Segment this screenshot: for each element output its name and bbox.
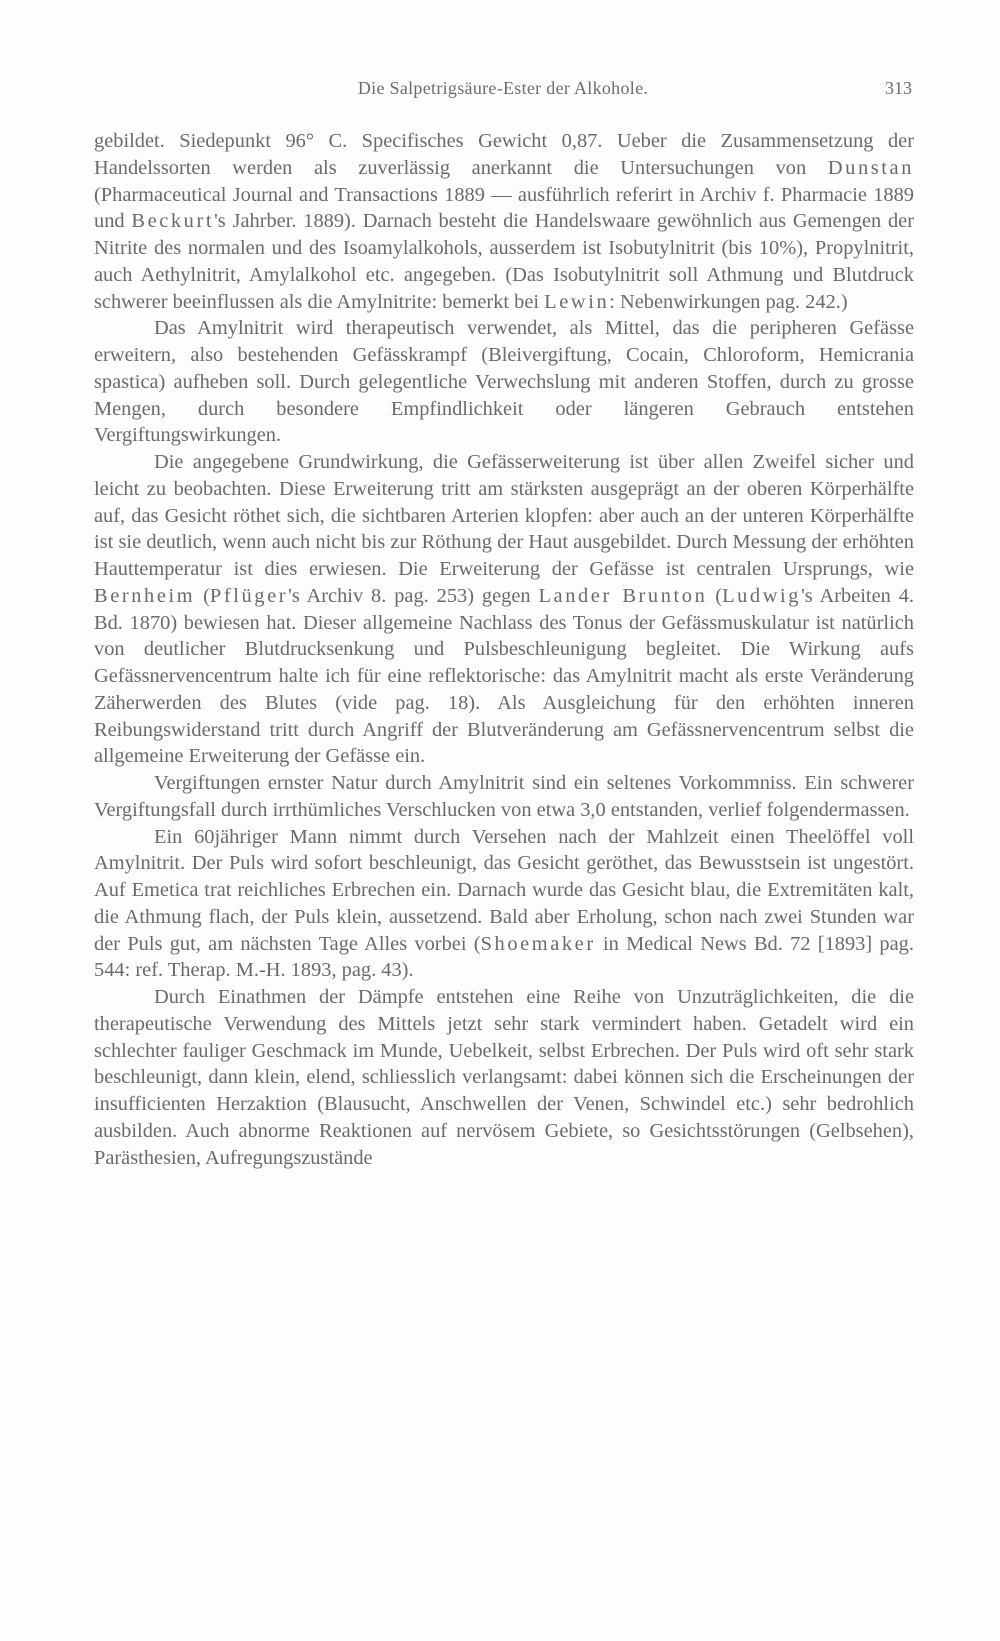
text-run: in Medical News Bd. 72 [1893] pag. 544: ref. Therap. M.-H. 1893, pag. 43). [94,932,914,982]
paragraph-4: Vergiftungen ernster Natur durch Amylnitrit sind ein seltenes Vorkommniss. Ein schwerer Vergiftungsfall durch irrthümliches Verschlucken von etwa 3,0 entstanden, verlief folgendermassen. [94,772,914,821]
paragraph-6: Durch Einathmen der Dämpfe entstehen eine Reihe von Unzuträglichkeiten, die die therapeutische Verwendung des Mittels jetzt sehr stark vermindert haben. Getadelt wird ein schlechter fauliger Geschmack im Munde, Uebelkeit, selbst Erbrechen. Der Puls wird oft sehr stark beschleunigt, dann klein, elend, schliesslich verlangsamt: dabei können sich die Erscheinungen der insufficienten Herzaktion (Blausucht, Anschwellen der Venen, Schwindel etc.) sehr bedrohlich ausbilden. Auch abnorme Reaktionen auf nervösem Gebiete, so Gesichtsstörungen (Gelbsehen), Parästhesien, Aufregungszustände [94,986,914,1169]
paragraph-2: Das Amylnitrit wird therapeutisch verwendet, als Mittel, das die peripheren Gefässe erweitern, also bestehenden Gefässkrampf (Bleivergiftung, Cocain, Chloroform, Hemicrania spastica) aufheben soll. Durch gelegentliche Verwechslung mit anderen Stoffen, durch zu grosse Mengen, durch besondere Empfindlichkeit oder längeren Gebrauch entstehen Vergiftungswirkungen. [94,317,914,447]
text-run: 's Archiv 8. pag. 253) gegen [288,584,539,607]
author-name: Beckurt [131,210,215,233]
text-run: Die angegebene Grundwirkung, die Gefässerweiterung ist über allen Zweifel sicher und leicht zu beobachten. Diese Erweiterung tritt am stärksten ausgeprägt an der oberen Körperhälfte auf, das Gesicht röthet sich, die sichtbaren Arterien klopfen: aber auch an der unteren Körperhälfte ist sie deutlich, wenn auch nicht bis zur Röthung der Haut ausgebildet. Durch Messung der erhöhten Hauttemperatur ist dies erwiesen. Die Erweiterung der Gefässe ist centralen Ursprungs, wie [94,451,914,580]
page-number: 313 [885,78,912,98]
text-run: ( [707,584,723,607]
text-run: ( [195,584,210,607]
text-run: : Nebenwirkungen pag. 242.) [609,290,848,313]
text-run: 's Arbeiten 4. Bd. 1870) bewiesen hat. Dieser allgemeine Nachlass des Tonus der Gefässmuskulatur ist natürlich von deutlicher Blutdrucksenkung und Pulsbeschleunigung begleitet. Die Wirkung aufs Gefässnervencentrum halte ich für eine reflektorische: das Amylnitrit macht als erste Veränderung Zäherwerden des Blutes (vide pag. 18). Als Ausgleichung für den erhöhten inneren Reibungswiderstand tritt durch Angriff der Blutveränderung am Gefässnervencentrum selbst die allgemeine Erweiterung der Gefässe ein. [94,584,915,768]
body-text [94,128,914,1171]
text-run: (Pharmaceutical Journal and Transactions 1889 — ausführlich referirt in Archiv f. Pharmacie 1889 und [94,183,914,233]
running-header [94,78,912,104]
author-name: Shoemaker [480,932,596,955]
paragraph-5 [94,824,914,985]
text-run: Ein 60jähriger Mann nimmt durch Versehen nach der Mahlzeit einen Theelöffel voll Amylnitrit. Der Puls wird sofort beschleunigt, das Gesicht geröthet, das Bewusstsein ist ungestört. Auf Emetica trat reichliches Erbrechen ein. Darnach wurde das Gesicht blau, die Extremitäten kalt, die Athmung flach, der Puls klein, aussetzend. Bald aber Erholung, schon nach zwei Stunden war der Puls gut, am nächsten Tage Alles vorbei ( [94,825,914,955]
running-title: Die Salpetrigsäure-Ester der Alkohole. [357,78,649,98]
author-name: Lewin [544,290,610,313]
author-name: Ludwig [722,584,802,607]
text-run: 's Jahrber. 1889). Darnach besteht die Handelswaare gewöhnlich aus Gemengen der Nitrite des normalen und des Isoamylalkohols, ausserdem ist Isobutylnitrit (bis 10%), Propylnitrit, auch Aethylnitrit, Amylalkohol etc. angegeben. (Das Isobutylnitrit soll Athmung und Blutdruck schwerer beeinflussen als die Amylnitrite: bemerkt bei [94,210,915,313]
paragraph-1 [94,128,914,315]
author-name: Pflüger [209,584,289,607]
paragraph-3 [94,449,914,770]
text-run: gebildet. Siedepunkt 96° C. Specifisches Gewicht 0,87. Ueber die Zusammensetzung der Handelssorten werden als zuverlässig anerkannt die Untersuchungen von [94,130,914,179]
author-name: Bernheim [94,584,196,607]
author-name: Dunstan [827,156,914,179]
author-name: Lander Brunton [538,584,708,607]
